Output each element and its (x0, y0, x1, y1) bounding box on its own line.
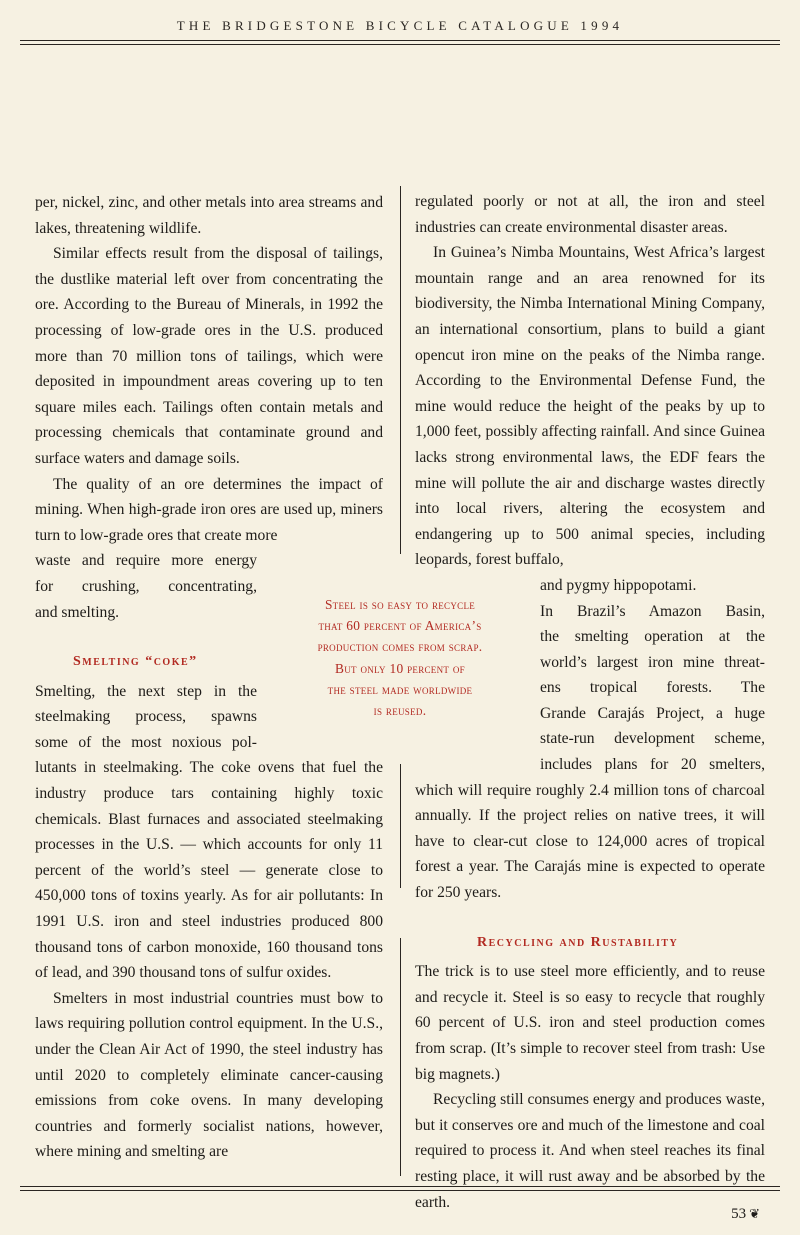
text-line: and smelting. (35, 603, 120, 621)
text-line: Smelting, the next step in the (35, 682, 257, 700)
left-paragraph-3b (35, 548, 257, 625)
text-line: includes plans for 20 smelters, (540, 756, 765, 774)
pull-quote-line: is reused. (373, 703, 427, 719)
pull-quote-line: that 60 percent of America’s (318, 618, 482, 634)
text-line: waste and require more energy (35, 552, 257, 570)
left-paragraph-2: Similar effects result from the disposal of tailings, the dustlike material left over from concentrating the ore. According to the Bureau of Minerals, in 1992 the processing of low-grade ores in the U.S. produced more than 70 million tons of tailings, which were deposited in impoundment areas covering up to ten square miles each. Tailings often contain metals and processing chemicals that contaminate ground and surface waters and damage soils. (35, 245, 383, 467)
text-line: some of the most noxious pol- (35, 733, 257, 751)
left-paragraph-1: per, nickel, zinc, and other metals into area streams and lakes, threatening wildlife. (35, 194, 383, 237)
subhead-smelting: Smelting “coke” (73, 654, 198, 670)
text-line: state-run development scheme, (540, 730, 765, 748)
right-paragraph-3a (540, 599, 765, 778)
fleuron-icon: ❦ (749, 1206, 760, 1221)
pull-quote-line: But only 10 percent of (335, 660, 465, 676)
subhead-recycling: Recycling and Rustability (477, 934, 679, 950)
right-paragraph-2a: In Guinea’s Nimba Mountains, West Africa’s largest mountain range and an area renowned for its biodiversity, the Nimba International Mining Company, an international consortium, plans to build a giant opencut iron mine on the peaks of the Nimba range. According to the Environmental Defense Fund, the mine would reduce the height of the peaks by up to 1,000 feet, possibly affecting rainfall. And since Guinea lacks strong environmental laws, the EDF fears the mine will pollute the air and discharge wastes directly into local rivers, altering the ecosystem and endangering up to 500 animal species, including leopards, forest buffalo, (415, 244, 765, 569)
text-line: for crushing, concentrating, (35, 577, 257, 595)
text-line: Grande Carajás Project, a huge (540, 704, 765, 722)
header-rule-2 (20, 44, 780, 45)
text-line: ens tropical forests. The (540, 679, 765, 697)
page-number (731, 1206, 760, 1223)
right-paragraph-1: regulated poorly or not at all, the iron and steel industries can create environmental disaster areas. (415, 193, 765, 236)
running-header: THE BRIDGESTONE BICYCLE CATALOGUE 1994 (176, 18, 624, 33)
left-paragraph-4b: lutants in steelmaking. The coke ovens that fuel the industry produce tars containing highly toxic chemicals. Blast furnaces and associated steelmaking processes in the U.S. — which accounts for only 11 percent of the world’s steel — generate close to 450,000 tons of toxins yearly. As for air pollutants: In 1991 U.S. iron and steel industries produced 800 thousand tons of carbon monoxide, 160 thousand tons of lead, and 390 thousand tons of sulfur oxides. (35, 759, 383, 982)
pull-quote-line: the steel made worldwide (327, 681, 473, 697)
pull-quote-line: production comes from scrap. (317, 639, 483, 655)
text-line: the smelting operation at the (540, 628, 765, 646)
left-paragraph-4a (35, 679, 257, 756)
page-number-text: 53 (731, 1206, 747, 1222)
right-paragraph-5: Recycling still consumes energy and produces waste, but it conserves ore and much of the limestone and coal required to process it. And when steel reaches its final resting place, it will rust away and be absorbed by the earth. (415, 1091, 765, 1211)
column-rule (400, 764, 401, 888)
footer-rule-1 (20, 1186, 780, 1187)
right-paragraph-3b: which will require roughly 2.4 million tons of charcoal annually. If the project relies on native trees, it will have to clear-cut close to 124,000 acres of tropical forest a year. The Carajás mine is expected to operate for 250 years. (415, 781, 765, 902)
column-rule (400, 186, 401, 554)
pull-quote (278, 594, 522, 721)
footer-rule-2 (20, 1190, 780, 1191)
left-paragraph-3a: The quality of an ore determines the impact of mining. When high-grade iron ores are used up, miners turn to low-grade ores that create more (35, 475, 383, 544)
pull-quote-line: Steel is so easy to recycle (324, 597, 476, 612)
text-line: world’s largest iron mine threat- (540, 653, 765, 671)
text-line: steelmaking process, spawns (35, 708, 257, 726)
column-rule (400, 938, 401, 1176)
right-paragraph-2b: and pygmy hippopotami. (540, 576, 697, 594)
right-paragraph-4: The trick is to use steel more efficiently, and to reuse and recycle it. Steel is so easy to recycle that roughly 60 percent of U.S. iron and steel production comes from scrap. (It’s simple to recover steel from trash: Use big magnets.) (415, 963, 765, 1083)
left-paragraph-5: Smelters in most industrial countries must bow to laws requiring pollution control equipment. In the U.S., under the Clean Air Act of 1990, the steel industry has until 2020 to completely eliminate cancer-causing emissions from coke ovens. In many developing countries and formerly socialist nations, however, where mining and smelting are (35, 989, 383, 1161)
text-line: In Brazil’s Amazon Basin, (540, 602, 765, 620)
header-rule-1 (20, 40, 780, 41)
